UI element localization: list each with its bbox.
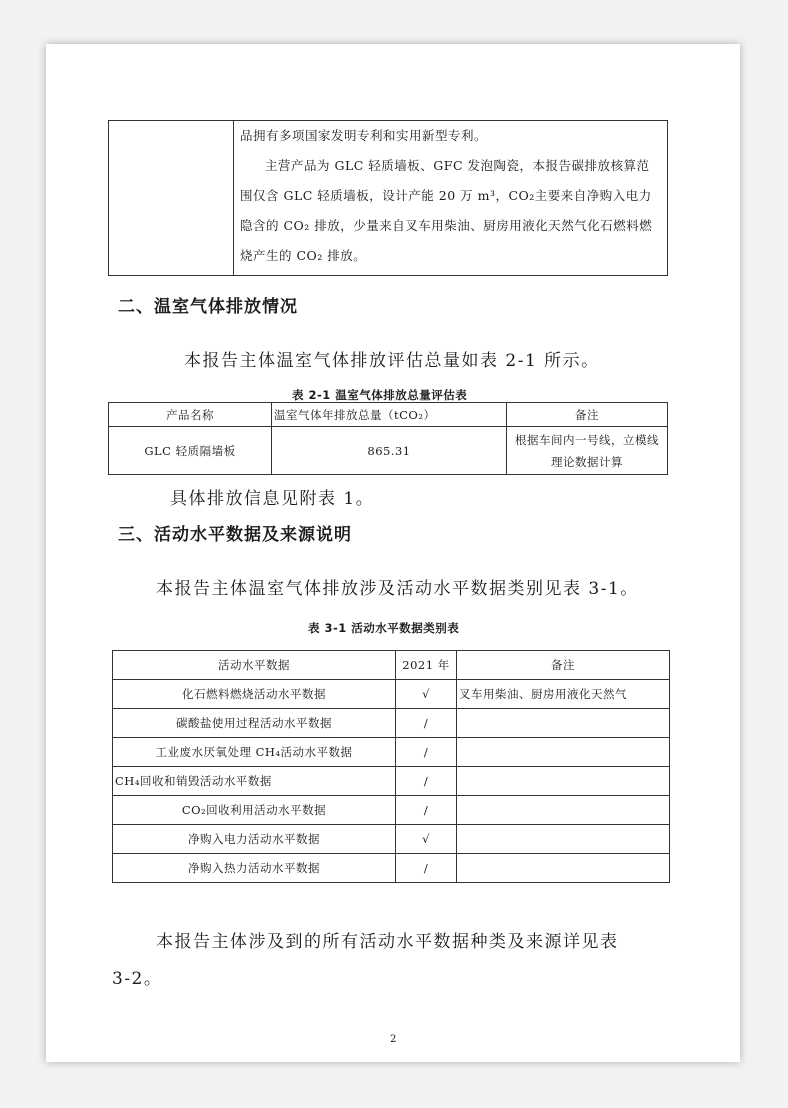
closing-paragraph-line-2: 3-2。 bbox=[112, 969, 163, 989]
cell-remark: 叉车用柴油、厨房用液化天然气 bbox=[457, 680, 670, 709]
header-remark: 备注 bbox=[457, 651, 670, 680]
table-row bbox=[113, 767, 670, 796]
company-description-cell bbox=[234, 121, 668, 276]
section-2-intro: 本报告主体温室气体排放评估总量如表 2-1 所示。 bbox=[184, 351, 600, 371]
document-page bbox=[46, 44, 740, 1062]
cell-activity: 净购入热力活动水平数据 bbox=[113, 854, 396, 883]
section-2-note: 具体排放信息见附表 1。 bbox=[170, 489, 375, 509]
emission-total-table bbox=[108, 402, 668, 475]
description-line-2: 主营产品为 GLC 轻质墙板、GFC 发泡陶瓷，本报告碳排放核算范围仅含 GLC 轻质墙板，设计产能 20 万 m³，CO₂主要来自净购入电力隐含的 CO₂ 排放，少量来自叉车用柴油、厨房用液化天然气化石燃料燃烧产生的 CO₂ 排放。 bbox=[240, 158, 653, 263]
table-row bbox=[109, 427, 668, 475]
table-row bbox=[113, 738, 670, 767]
header-annual-emission: 温室气体年排放总量（tCO₂） bbox=[272, 403, 507, 427]
cell-remark bbox=[457, 738, 670, 767]
cell-activity: 碳酸盐使用过程活动水平数据 bbox=[113, 709, 396, 738]
cell-year-mark: / bbox=[396, 709, 457, 738]
cell-year-mark: / bbox=[396, 767, 457, 796]
cell-activity: CO₂回收利用活动水平数据 bbox=[113, 796, 396, 825]
page-number: 2 bbox=[390, 1034, 397, 1045]
cell-remark: 根据车间内一号线，立模线理论数据计算 bbox=[507, 427, 668, 475]
description-line-1: 品拥有多项国家发明专利和实用新型专利。 bbox=[240, 128, 488, 143]
table-row bbox=[113, 709, 670, 738]
section-2-heading: 二、温室气体排放情况 bbox=[118, 297, 298, 317]
table-3-1-caption: 表 3-1 活动水平数据类别表 bbox=[308, 621, 460, 635]
company-info-table bbox=[108, 120, 668, 276]
cell-remark bbox=[457, 767, 670, 796]
header-product-name: 产品名称 bbox=[109, 403, 272, 427]
section-3-heading: 三、活动水平数据及来源说明 bbox=[118, 525, 352, 545]
header-activity-data: 活动水平数据 bbox=[113, 651, 396, 680]
cell-remark bbox=[457, 796, 670, 825]
cell-year-mark: / bbox=[396, 796, 457, 825]
header-remark: 备注 bbox=[507, 403, 668, 427]
cell-year-mark: / bbox=[396, 738, 457, 767]
table-2-1-caption: 表 2-1 温室气体排放总量评估表 bbox=[292, 388, 468, 402]
cell-remark bbox=[457, 825, 670, 854]
table-header-row bbox=[113, 651, 670, 680]
table-row bbox=[113, 796, 670, 825]
cell-remark bbox=[457, 709, 670, 738]
cell-year-mark: √ bbox=[396, 680, 457, 709]
cell-activity: 化石燃料燃烧活动水平数据 bbox=[113, 680, 396, 709]
table-row bbox=[113, 825, 670, 854]
cell-product: GLC 轻质隔墙板 bbox=[109, 427, 272, 475]
table-header-row bbox=[109, 403, 668, 427]
cell-activity: 工业废水厌氧处理 CH₄活动水平数据 bbox=[113, 738, 396, 767]
cell-emission-value: 865.31 bbox=[272, 427, 507, 475]
header-year-2021: 2021 年 bbox=[396, 651, 457, 680]
cell-year-mark: / bbox=[396, 854, 457, 883]
activity-data-table bbox=[112, 650, 670, 883]
cell-activity: CH₄回收和销毁活动水平数据 bbox=[113, 767, 396, 796]
table-row bbox=[113, 680, 670, 709]
cell-activity: 净购入电力活动水平数据 bbox=[113, 825, 396, 854]
section-3-intro: 本报告主体温室气体排放涉及活动水平数据类别见表 3-1。 bbox=[156, 579, 639, 599]
cell-remark bbox=[457, 854, 670, 883]
cell-year-mark: √ bbox=[396, 825, 457, 854]
empty-label-cell bbox=[109, 121, 234, 276]
table-row bbox=[113, 854, 670, 883]
closing-paragraph-line-1: 本报告主体涉及到的所有活动水平数据种类及来源详见表 bbox=[156, 932, 619, 952]
